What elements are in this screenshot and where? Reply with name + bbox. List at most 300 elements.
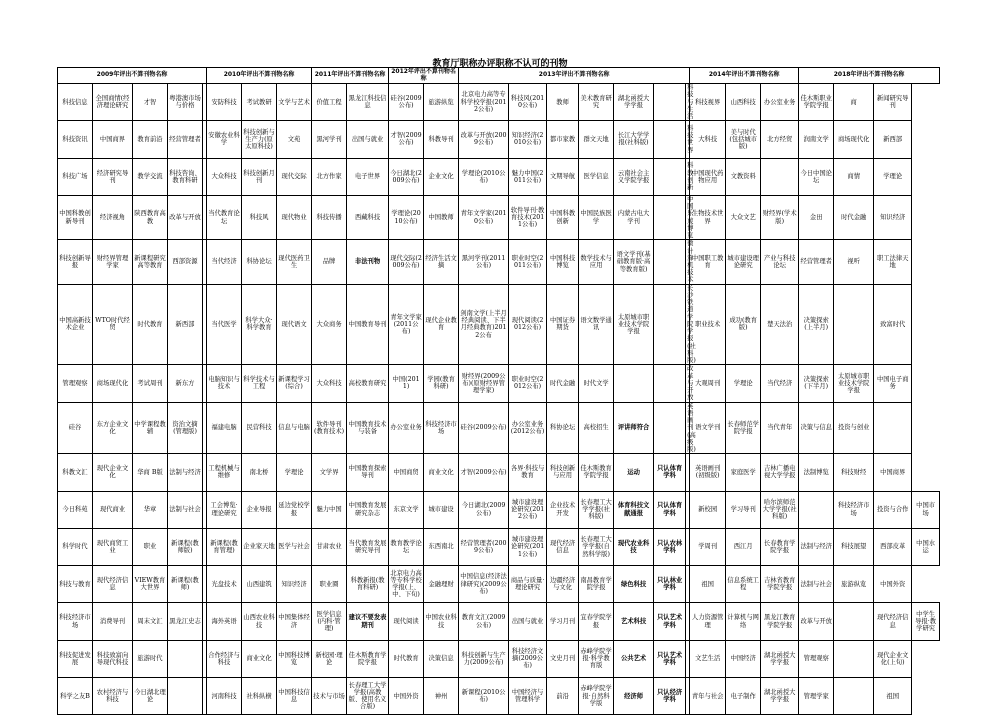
journal-cell: 今日科苑 <box>58 491 93 528</box>
journal-cell: 各界·科技与教育 <box>509 454 547 491</box>
journal-cell: 粤港澳市场与价格 <box>168 84 203 121</box>
journal-cell: 科技经济市场 <box>424 402 459 454</box>
journal-cell: 现代阅读(2012公布) <box>509 284 547 365</box>
journal-cell: 今日湖北理论 <box>133 678 168 715</box>
journal-cell: 湖北函授大学学报 <box>614 84 654 121</box>
journal-cell: 法制与经济 <box>799 528 834 565</box>
journal-cell: 周末文汇 <box>133 603 168 640</box>
journal-cell: 投资与创业 <box>834 402 874 454</box>
journal-cell: 中国外资 <box>874 566 912 603</box>
journal-cell: 科技传播 <box>312 195 347 239</box>
journal-cell: 经营管理者 <box>799 240 834 284</box>
journal-cell: 中国市场 <box>912 491 940 528</box>
journal-cell: 考试教研 <box>242 84 277 121</box>
journal-cell: 现代商贸工业 <box>93 528 133 565</box>
year-header: 2011年评出不算刊物名称 <box>312 68 389 84</box>
year-header: 2009年评出不算刊物名称 <box>58 68 207 84</box>
journal-cell: 投资与合作 <box>874 491 912 528</box>
journal-cell: 民营科技 <box>242 402 277 454</box>
journal-cell: 长春理工大学学报(高教版、使用名义合版) <box>347 678 389 715</box>
journal-cell: 法制与经济 <box>168 454 203 491</box>
journal-cell: 硅谷 <box>58 402 93 454</box>
journal-cell: 延边党校学报 <box>277 491 312 528</box>
journal-cell: 福建电脑 <box>207 402 242 454</box>
journal-cell: 科技促进发展 <box>58 640 93 677</box>
journal-cell: 财经界(2009公布)(原财经界管理学家) <box>459 365 509 402</box>
journal-cell: 东方企业文化 <box>93 402 133 454</box>
journal-cell: 职业圈 <box>312 566 347 603</box>
journal-cell: 剑南文学(上半月经典阅读、下半月经典教育)2012公布 <box>459 284 509 365</box>
journal-cell: 文学界 <box>312 454 347 491</box>
journal-cell <box>654 284 686 365</box>
journal-cell: 知识经济(2010公布) <box>509 121 547 158</box>
journal-cell: 教育前沿 <box>133 121 168 158</box>
journal-cell: 现代交际 <box>277 158 312 195</box>
table-row <box>58 640 940 677</box>
journal-cell: 改革与开放 <box>799 603 834 640</box>
journal-cell: 决策信息 <box>424 640 459 677</box>
journal-cell: 祖国 <box>690 566 726 603</box>
journal-cell: 中国职工教育 <box>690 240 726 284</box>
journal-cell: 新西部 <box>168 284 203 365</box>
journal-cell: 决策探索(下半月) <box>799 365 834 402</box>
journal-cell: 科技经济文摘(2009公布) <box>509 640 547 677</box>
journal-cell: 视听 <box>834 240 874 284</box>
journal-cell: 赤峰学院学报·自然科学版 <box>579 678 614 715</box>
journal-cell: 电脑知识与技术 <box>207 365 242 402</box>
journal-cell: 企业家天地 <box>242 528 277 565</box>
journal-cell: 家庭医学 <box>726 454 761 491</box>
journal-cell: 新课程(教育管理) <box>207 528 242 565</box>
journal-cell: 新校园 <box>690 491 726 528</box>
journal-cell: 出国与就业 <box>509 603 547 640</box>
journal-cell <box>834 640 874 677</box>
year-header: 2018年评出不算刊物名称 <box>799 68 940 84</box>
journal-cell <box>654 121 686 158</box>
journal-cell: 楚天法治 <box>761 284 799 365</box>
journal-cell: 文教资料 <box>726 158 761 195</box>
journal-cell: 商场现代化 <box>93 365 133 402</box>
journal-cell: 科学之友B <box>58 678 93 715</box>
journal-cell: 商场现代化 <box>834 121 874 158</box>
journal-cell: 长沙铁道学院学报(社科版) <box>687 284 696 365</box>
journal-cell: 法制博览 <box>799 454 834 491</box>
journal-cell: 今日湖北(2009公布) <box>389 158 424 195</box>
table-row <box>58 240 940 284</box>
journal-cell: 现代医药卫生 <box>277 240 312 284</box>
journal-cell: 科教文汇 <box>58 454 93 491</box>
journal-cell: 职业时空(2011公布) <box>509 240 547 284</box>
journal-cell: 时代教育 <box>389 640 424 677</box>
journal-cell: 科教创新 <box>686 158 690 195</box>
year-header: 2010年评出不算刊物名称 <box>207 68 312 84</box>
journal-cell: 管理学家 <box>799 678 834 715</box>
journal-cell: 北京电力高等专科学校学报(上、中、下旬) <box>389 566 424 603</box>
journal-cell <box>654 240 686 284</box>
journal-cell: 佳木斯教育学院学报 <box>579 454 614 491</box>
journal-cell: 山西科技 <box>726 84 761 121</box>
journal-cell: 办公室业务 <box>761 84 799 121</box>
journal-cell: 城市建设理论研究 <box>726 240 761 284</box>
journal-cell: 语文学刊 <box>690 402 726 454</box>
journal-cell: 改革与开放 <box>687 365 694 402</box>
journal-cell: 当代经济 <box>761 365 799 402</box>
journal-cell: 河南科技 <box>207 678 242 715</box>
journal-cell: 决策探索(上半月) <box>799 284 834 365</box>
journal-cell: 医学信息 <box>579 158 614 195</box>
journal-cell: 现代企业文化 <box>93 454 133 491</box>
journal-cell <box>654 402 686 454</box>
journal-cell: 内蒙古电大学刊 <box>614 195 654 239</box>
journal-cell: 中国外资 <box>389 678 424 715</box>
journal-cell: 东京文学 <box>389 491 424 528</box>
journal-cell: 评讲师符合 <box>614 402 654 454</box>
journal-cell <box>654 158 686 195</box>
journal-cell: 商业文化 <box>242 640 277 677</box>
journal-cell: 旅游时代 <box>133 640 168 677</box>
journal-cell: 南昌教育学院学报 <box>579 566 614 603</box>
journal-cell: 知识经济 <box>277 566 312 603</box>
journal-cell: 科技展望 <box>834 528 874 565</box>
journal-cell: 长江大学学报(社科版) <box>614 121 654 158</box>
journal-cell: 考试周刊 <box>133 365 168 402</box>
journal-cell: 西藏科技 <box>347 195 389 239</box>
journal-cell: 大众科技 <box>312 365 347 402</box>
journal-cell: 青年文学家(2011公布) <box>389 284 424 365</box>
journal-cell: 职业时空(2012公布) <box>509 365 547 402</box>
journal-cell: 金融理财 <box>424 566 459 603</box>
journal-table <box>57 67 940 715</box>
journal-cell <box>168 678 203 715</box>
journal-cell: 文期导航 <box>547 158 579 195</box>
journal-cell: 现代企业文化(上旬) <box>874 640 912 677</box>
header-row <box>58 68 940 84</box>
journal-cell: 边疆经济与文化 <box>547 566 579 603</box>
journal-cell: 新东方 <box>168 365 203 402</box>
journal-cell: 山西农业科技 <box>242 603 277 640</box>
journal-cell: 中国农业科技 <box>424 603 459 640</box>
journal-cell: 安徽农业科学 <box>207 121 242 158</box>
journal-cell: 电子制作 <box>726 678 761 715</box>
journal-cell: 中国科教创新 <box>547 195 579 239</box>
journal-cell: 科学技术与工程 <box>242 365 277 402</box>
year-header: 2012年评出不算刊物名称 <box>389 68 459 84</box>
journal-cell: 企业技术开发 <box>547 491 579 528</box>
journal-cell: 科技视界 <box>690 84 726 121</box>
journal-cell: 学习月刊 <box>547 603 579 640</box>
journal-cell: 中国经济与管理科学 <box>509 678 547 715</box>
journal-cell: 科技致富向导现代科技 <box>93 640 133 677</box>
journal-cell: 城市建设理论研究(2011公布) <box>509 528 547 565</box>
journal-cell: 科技与教育 <box>58 566 93 603</box>
journal-cell: 经济研究导刊 <box>93 158 133 195</box>
journal-cell: 科技创新与应用 <box>547 454 579 491</box>
journal-cell: 中国水运 <box>912 528 940 565</box>
journal-cell: 学理论 <box>874 158 912 195</box>
journal-cell: 中国证券期货 <box>547 284 579 365</box>
journal-cell: 长春理工大学学报(社科版) <box>579 491 614 528</box>
journal-cell <box>799 491 834 528</box>
journal-cell: 职业技术 <box>690 284 726 365</box>
journal-cell: 软件导刊·教育技术(2011公布) <box>509 195 547 239</box>
journal-cell: 出国与就业 <box>347 121 389 158</box>
journal-cell: 医学信息(内科·管理) <box>312 603 347 640</box>
journal-cell: 华商 B版 <box>133 454 168 491</box>
journal-cell: 中国乐蔑博览 <box>687 195 694 240</box>
journal-cell: 现代企业教育 <box>424 284 459 365</box>
journal-cell: 硅谷(2009公布) <box>459 402 509 454</box>
journal-cell: 美术教育研究 <box>579 84 614 121</box>
journal-cell: 现代经济信息 <box>874 603 912 640</box>
journal-cell: 价值工程 <box>312 84 347 121</box>
journal-cell: 生物技术世界 <box>690 195 726 239</box>
journal-cell: 新课程研究高等教育 <box>133 240 168 284</box>
journal-cell: 才智(2009公布) <box>389 121 424 158</box>
journal-cell: 高校教育研究 <box>347 365 389 402</box>
journal-cell: VIEW教育大世界 <box>133 566 168 603</box>
journal-cell: 中国科技信息 <box>277 678 312 715</box>
journal-cell: 中国集体经济 <box>277 603 312 640</box>
journal-cell: 都市家教 <box>547 121 579 158</box>
journal-cell: 科技经济市场 <box>58 603 93 640</box>
journal-cell: 全国商情(经济理论研究 <box>93 84 133 121</box>
journal-cell: 运动 <box>614 454 654 491</box>
journal-cell: 现代物业 <box>277 195 312 239</box>
journal-cell: 经济视角 <box>93 195 133 239</box>
journal-cell: 新西部 <box>874 121 912 158</box>
journal-cell: 办公室业务(2012公布) <box>509 402 547 454</box>
journal-cell: 科技创新与生产力(原太原科技) <box>242 121 277 158</box>
table-row <box>58 566 940 603</box>
journal-cell: 北京电力高等专科学校学报(2012公布) <box>459 84 509 121</box>
journal-cell: 科技世界 <box>686 121 690 158</box>
journal-cell: WTO时代经贸 <box>93 284 133 365</box>
journal-cell: 北方经贸 <box>761 121 799 158</box>
journal-cell: 致富时代 <box>874 284 912 365</box>
journal-cell: 海外英语 <box>207 603 242 640</box>
journal-cell: 硅谷(2009公布) <box>389 84 424 121</box>
journal-cell: 科教导刊 <box>424 121 459 158</box>
journal-cell: 北方作家 <box>312 158 347 195</box>
table-row <box>58 491 940 528</box>
journal-cell: 工会博览·理论研究 <box>207 491 242 528</box>
journal-cell <box>834 603 874 640</box>
journal-cell: 数学技术与应用 <box>579 240 614 284</box>
journal-cell: 中国经济 <box>726 640 761 677</box>
journal-cell: 长春师范学院学报 <box>726 402 761 454</box>
journal-cell: 计算机与网络 <box>726 603 761 640</box>
journal-cell: 农村经济与科技 <box>93 678 133 715</box>
journal-cell: 学周刊 <box>690 528 726 565</box>
journal-cell: 教育教学论坛 <box>389 528 424 565</box>
journal-cell: 语文学刊(基础教育版·高等教育版) <box>614 240 654 284</box>
journal-cell: 金田 <box>799 195 834 239</box>
journal-cell: 长春教育学院学报 <box>761 528 799 565</box>
journal-cell: 美与时代(包括城市版) <box>726 121 761 158</box>
journal-cell: 语文数学通讯 <box>579 284 614 365</box>
journal-cell: 科技广场 <box>58 158 93 195</box>
journal-cell: 商品与质量·理论研究 <box>509 566 547 603</box>
journal-cell: 学理论 <box>726 365 761 402</box>
journal-cell: 大众科技 <box>207 158 242 195</box>
journal-cell: 管理观察 <box>799 640 834 677</box>
journal-cell: 文学与艺术 <box>277 84 312 121</box>
table-row <box>58 284 940 365</box>
journal-cell: 青年与社会 <box>690 678 726 715</box>
journal-cell: 职工法律天地 <box>874 240 912 284</box>
journal-cell: 群文天地 <box>579 121 614 158</box>
journal-cell: 资治文摘(管理版) <box>168 402 203 454</box>
journal-cell: 英语画刊(初级版) <box>690 454 726 491</box>
journal-cell: 黑河学刊(2011公布) <box>459 240 509 284</box>
journal-cell: 经营管理者 <box>168 121 203 158</box>
journal-cell: 只认艺术学科 <box>654 640 686 677</box>
journal-cell: 教学交流 <box>133 158 168 195</box>
journal-cell: 商业文化 <box>424 454 459 491</box>
journal-cell: 现代商业 <box>93 491 133 528</box>
journal-cell: 新课程(教师) <box>168 566 203 603</box>
journal-cell: 华章 <box>133 491 168 528</box>
journal-cell: 时代金融 <box>547 365 579 402</box>
journal-cell: 科技咨询、教育科研 <box>168 158 203 195</box>
journal-cell: 魅力中国(2011公布) <box>509 158 547 195</box>
journal-cell: 神州 <box>424 678 459 715</box>
journal-cell: 人力资源管理 <box>690 603 726 640</box>
journal-cell: 大众商务 <box>312 284 347 365</box>
journal-cell: 非法刊物 <box>347 240 389 284</box>
table-row <box>58 195 940 239</box>
journal-cell: 只认林业学科 <box>654 566 686 603</box>
journal-cell: 经济生活文摘 <box>424 240 459 284</box>
journal-cell <box>654 365 686 402</box>
journal-cell: 城市建设理论研究(2012公布) <box>509 491 547 528</box>
year-header: 2014年评出不算刊物名称 <box>690 68 799 84</box>
journal-cell: 科协论坛 <box>547 402 579 454</box>
year-header: 2013年评出不算刊物名称 <box>459 68 690 84</box>
journal-cell: 南北桥 <box>242 454 277 491</box>
journal-cell <box>654 195 686 239</box>
journal-cell: 中国教育导刊 <box>347 284 389 365</box>
journal-cell: 西部资源 <box>168 240 203 284</box>
journal-cell: 文艺生活 <box>690 640 726 677</box>
journal-cell: 中国(2011) <box>389 365 424 402</box>
journal-cell: 科技创新导报 <box>58 240 93 284</box>
journal-cell: 当代医学 <box>207 284 242 365</box>
journal-cell: 只认体育学科 <box>654 454 686 491</box>
journal-cell: 中国科教创新导刊 <box>58 195 93 239</box>
journal-cell: 前沿 <box>547 678 579 715</box>
journal-cell: 科协论坛 <box>242 240 277 284</box>
table-row <box>58 528 940 565</box>
journal-cell: 合作经济与科技 <box>207 640 242 677</box>
journal-cell: 科技创新与生产力(2009公布) <box>459 640 509 677</box>
journal-cell: 湖北函授大学学报 <box>761 640 799 677</box>
journal-cell: 艺术科技 <box>614 603 654 640</box>
journal-cell <box>168 640 203 677</box>
journal-cell: 教育文汇(2009公布) <box>459 603 509 640</box>
journal-cell: 科教新报(教育科研) <box>347 566 389 603</box>
journal-cell: 城市建设 <box>424 491 459 528</box>
journal-cell: 中国科技博览 <box>547 240 579 284</box>
journal-cell: 佳木斯职业学院学报 <box>799 84 834 121</box>
journal-cell: 法制与社会 <box>168 491 203 528</box>
journal-cell: 企业导报 <box>242 491 277 528</box>
journal-cell: 中国电子商务 <box>874 365 912 402</box>
journal-cell: 微计算机技术 <box>687 240 694 284</box>
journal-cell: 宜春学院学报 <box>579 603 614 640</box>
journal-cell: 太原城市职业技术学院学报 <box>834 365 874 402</box>
journal-cell: 中国民族医学 <box>579 195 614 239</box>
table-row <box>58 402 940 454</box>
journal-cell: 财经界管理学家 <box>93 240 133 284</box>
journal-cell: 学理论(2010公布) <box>389 195 424 239</box>
journal-cell: 甘肃农业 <box>312 528 347 565</box>
journal-cell: 医学与社会 <box>277 528 312 565</box>
table-row <box>58 121 940 158</box>
journal-cell: 科技创新月刊 <box>242 158 277 195</box>
journal-cell: 商 <box>834 84 874 121</box>
journal-cell: 商情 <box>834 158 874 195</box>
journal-cell: 大观周刊 <box>690 365 726 402</box>
journal-cell: 魅力中国 <box>312 491 347 528</box>
journal-cell: 电子世界 <box>347 158 389 195</box>
journal-cell <box>834 678 874 715</box>
journal-cell: 改革与开放(2009公布) <box>459 121 509 158</box>
journal-cell: 黑龙江史志 <box>168 603 203 640</box>
journal-cell: 职业 <box>133 528 168 565</box>
journal-cell: 学理论(2010公布) <box>459 158 509 195</box>
journal-cell: 中国科技博览 <box>277 640 312 677</box>
journal-cell: 经济师 <box>614 678 654 715</box>
journal-cell: 工程机械与维修 <box>207 454 242 491</box>
journal-cell: 科技风(2010公布) <box>509 84 547 121</box>
journal-cell: 中国高新技术企业 <box>58 284 93 365</box>
journal-cell: 文史月刊 <box>547 640 579 677</box>
journal-cell: 只认农林学科 <box>654 528 686 565</box>
journal-cell: 决策与信息 <box>799 402 834 454</box>
journal-cell: 当代教育论坛 <box>207 195 242 239</box>
journal-cell: 文苑 <box>277 121 312 158</box>
journal-cell: 管理观察 <box>58 365 93 402</box>
table-row <box>58 158 940 195</box>
journal-cell: 现代阅读 <box>389 603 424 640</box>
journal-cell: 才智 <box>133 84 168 121</box>
journal-cell: 中国教育发展研究杂志 <box>347 491 389 528</box>
journal-cell: 现代交际(2009公布) <box>389 240 424 284</box>
journal-cell: 现代农业科技 <box>614 528 654 565</box>
journal-cell: 吉林省教育学院学报 <box>761 566 799 603</box>
table-row <box>58 84 940 121</box>
journal-cell: 佳木斯教育学院学报 <box>347 640 389 677</box>
document-title: 教育厅职称办评职称不认可的刊物 <box>432 59 568 69</box>
table-row <box>58 678 940 715</box>
journal-cell <box>654 84 686 121</box>
journal-cell: 哈尔滨师范大学学报(社科版) <box>761 491 799 528</box>
journal-cell: 中国教育技术与装备 <box>347 402 389 454</box>
journal-cell: 社科纵横 <box>242 678 277 715</box>
journal-cell: 财经界(学术版) <box>761 195 799 239</box>
journal-cell: 科技与生活 <box>687 84 694 120</box>
journal-cell: 湖北函授大学学报 <box>761 678 799 715</box>
table-row <box>58 454 940 491</box>
journal-cell: 体育科技文献通报 <box>614 491 654 528</box>
journal-cell: 长春理工大学学报(自然科学版) <box>579 528 614 565</box>
journal-cell: 学理论 <box>277 454 312 491</box>
journal-cell: 当代经济 <box>207 240 242 284</box>
journal-cell: 时代教育 <box>133 284 168 365</box>
journal-cell: 太原城市职业技术学院学报 <box>614 284 654 365</box>
table-row <box>58 365 940 402</box>
